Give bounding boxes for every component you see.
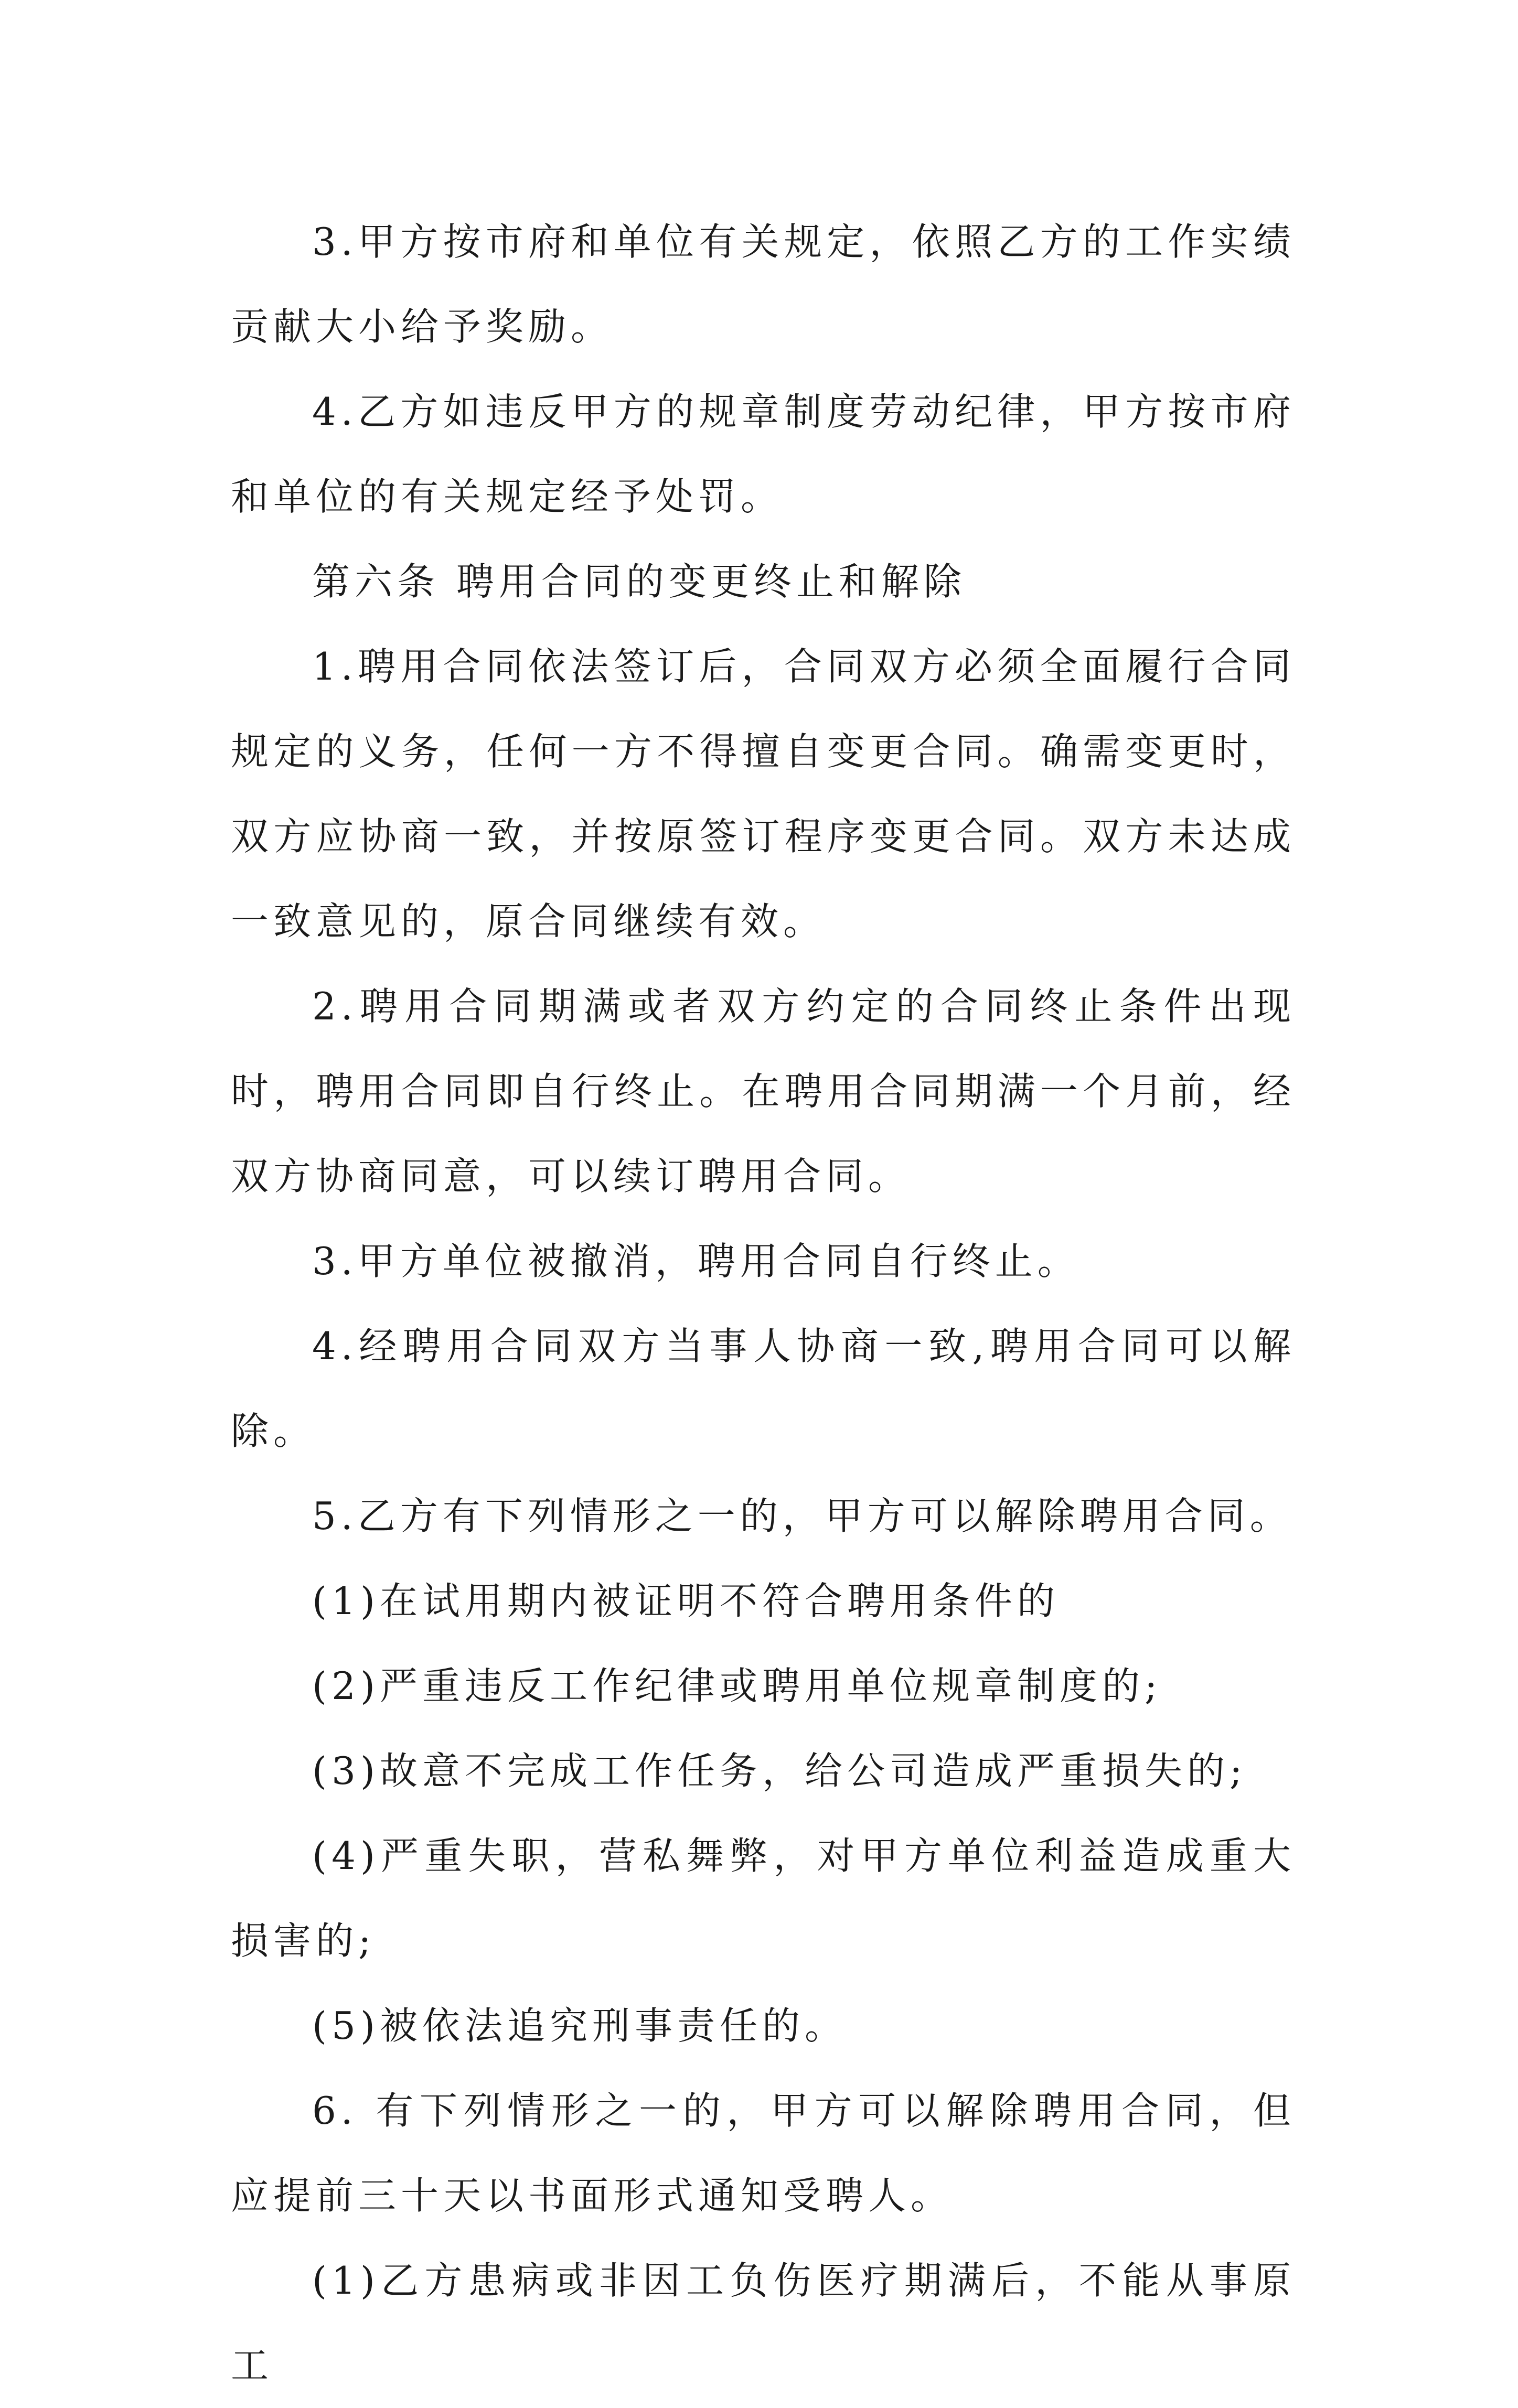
clause-5-termination-conditions: 5.乙方有下列情形之一的，甲方可以解除聘用合同。 [312, 1494, 1292, 1538]
clause-3-unit-dissolved: 3.甲方单位被撤消，聘用合同自行终止。 [312, 1239, 1080, 1283]
condition-5: (5)被依法追究刑事责任的。 [312, 2004, 847, 2048]
article-6-heading: 第六条 聘用合同的变更终止和解除 [312, 560, 966, 604]
document-page [231, 199, 1296, 2408]
condition-4: (4)严重失职，营私舞弊，对甲方单位利益造成重大损害的; [231, 1834, 1296, 1963]
condition-1: (1)在试用期内被证明不符合聘用条件的 [312, 1579, 1060, 1623]
clause-3-reward: 3.甲方按市府和单位有关规定，依照乙方的工作实绩贡献大小给予奖励。 [231, 220, 1296, 349]
clause-4-mutual-termination: 4.经聘用合同双方当事人协商一致,聘用合同可以解除。 [231, 1324, 1296, 1453]
condition-2: (2)严重违反工作纪律或聘用单位规章制度的; [312, 1664, 1162, 1708]
clause-4-penalty: 4.乙方如违反甲方的规章制度劳动纪律，甲方按市府和单位的有关规定经予处罚。 [231, 390, 1296, 519]
clause-1-contract-change: 1.聘用合同依法签订后，合同双方必须全面履行合同规定的义务，任何一方不得擅自变更合同。确需变更时，双方应协商一致，并按原签订程序变更合同。双方未达成一致意见的，原合同继续有效。 [231, 644, 1296, 943]
clause-2-contract-expiry: 2.聘用合同期满或者双方约定的合同终止条件出现时，聘用合同即自行终止。在聘用合同期满一个月前，经双方协商同意，可以续订聘用合同。 [231, 984, 1296, 1198]
condition-3: (3)故意不完成工作任务，给公司造成严重损失的; [312, 1749, 1247, 1793]
notice-condition-1: (1)乙方患病或非因工负伤医疗期满后，不能从事原工 [231, 2259, 1296, 2388]
clause-6-notice-termination: 6. 有下列情形之一的，甲方可以解除聘用合同，但应提前三十天以书面形式通知受聘人。 [231, 2089, 1296, 2218]
